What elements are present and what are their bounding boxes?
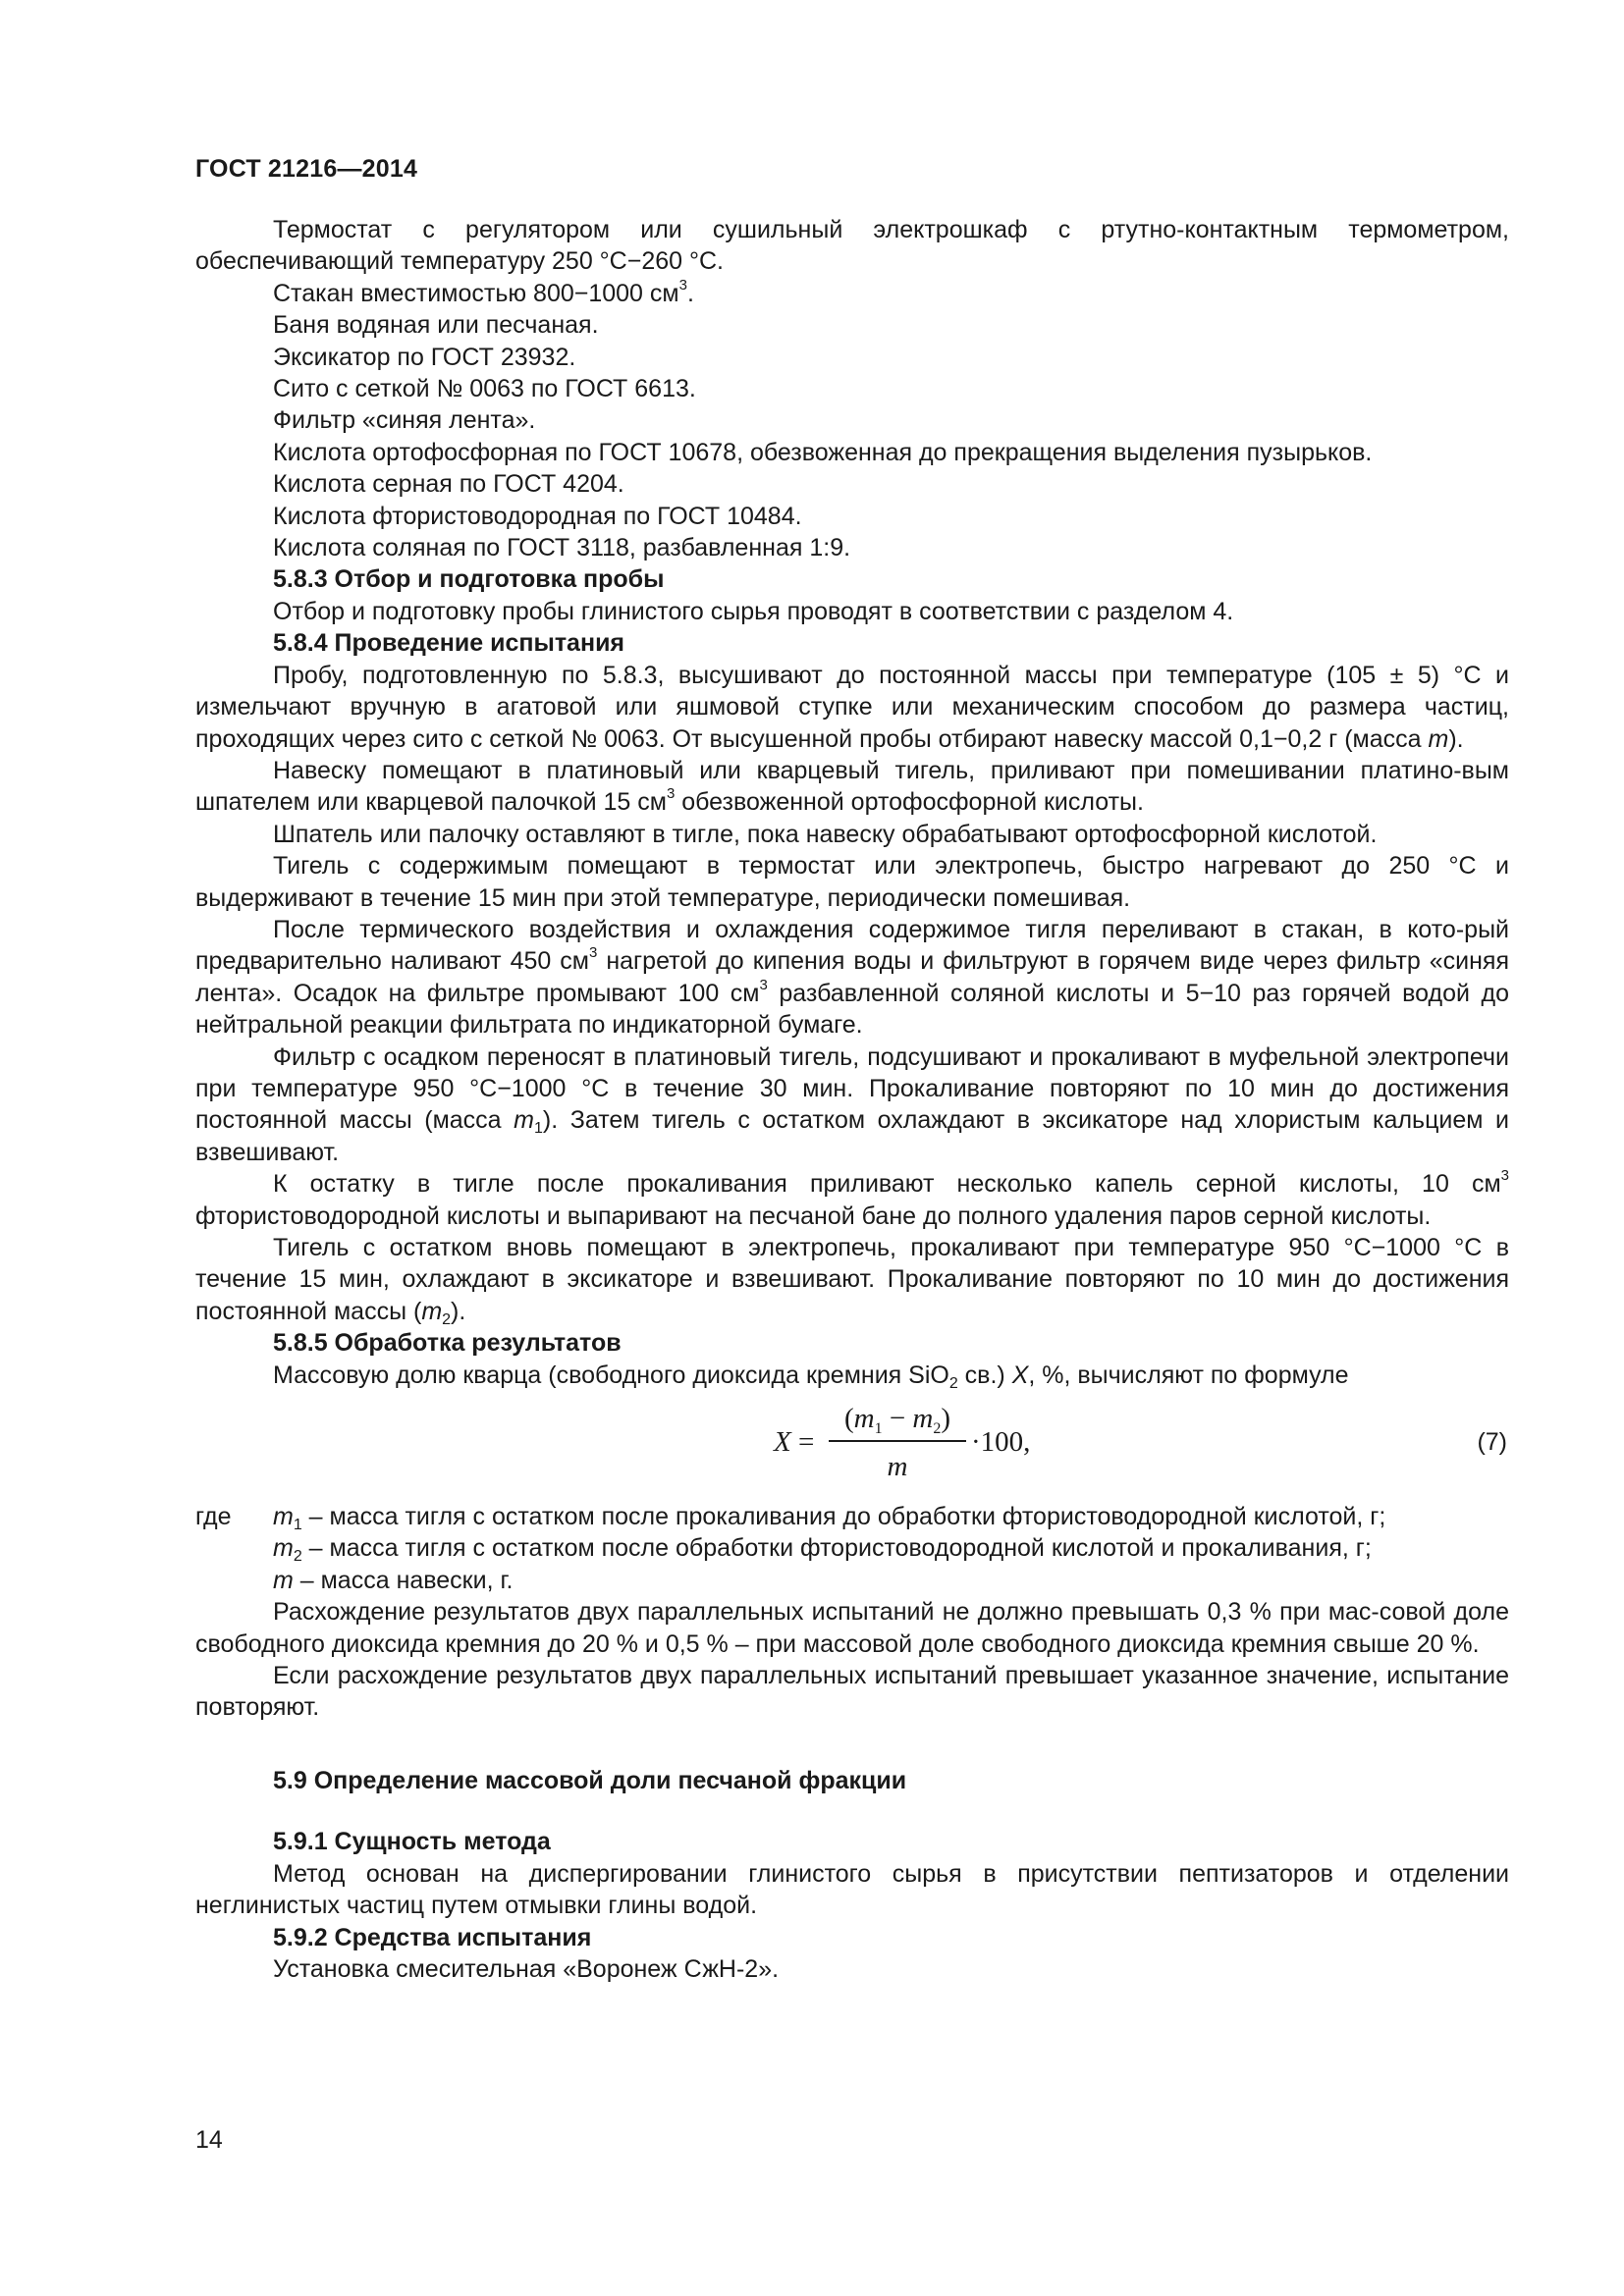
paragraph-mixing-unit: Установка смесительная «Воронеж СжН-2». <box>273 1954 780 1983</box>
paragraph-tolerance: Расхождение результатов двух параллельных испытаний не должно превышать 0,3 % при мас-совой доле свободного диоксида кремния до 20 % и 0,5 % – при массовой доле свободного диоксида кремния свыше 20 %. <box>195 1598 1509 1658</box>
item-bath: Баня водяная или песчаная. <box>273 311 599 340</box>
formula-fraction <box>829 1401 966 1483</box>
item-filter: Фильтр «синяя лента». <box>273 406 536 435</box>
paragraph-repeat: Если расхождение результатов двух параллельных испытаний превышает указанное значение, испытание повторяют. <box>195 1662 1509 1722</box>
paragraph-drying: Пробу, подготовленную по 5.8.3, высушивают до постоянной массы при температуре (105 ± 5) °С и измельчают вручную в агатовой или яшмовой ступке или механическим способом до размера частиц, проходящих через сито с сеткой № 0063. От высушенной пробы отбирают навеску массой 0,1−0,2 г (масса m). <box>195 661 1509 753</box>
definition-m1: $m_1$ – масса тигля с остатком после прокаливания до обработки фтористоводородной кислотой, г; <box>273 1503 1386 1534</box>
paragraph-spatula: Шпатель или палочку оставляют в тигле, пока навеску обрабатывают ортофосфорной кислотой. <box>273 820 1378 848</box>
item-beaker: Стакан вместимостью 800−1000 $см^3$. <box>273 276 694 307</box>
heading-5-8-3: 5.8.3 Отбор и подготовка пробы <box>273 565 665 594</box>
heading-5-9: 5.9 Определение массовой доли песчаной фракции <box>273 1766 907 1794</box>
formula-equals: = <box>798 1426 815 1459</box>
definitions <box>195 1501 1509 1596</box>
item-sulfuric-acid: Кислота серная по ГОСТ 4204. <box>273 470 624 499</box>
standard-header: ГОСТ 21216—2014 <box>195 155 418 183</box>
formula-7 <box>195 1401 1509 1497</box>
formula-numerator: $(m_1 - m_2)$ <box>843 1403 951 1438</box>
heading-5-8-4: 5.8.4 Проведение испытания <box>273 629 625 658</box>
paragraph-formula-intro: Массовую долю кварца (свободного диоксида кремния SiO$_2$ св.) X, %, вычисляют по формуле <box>273 1361 1349 1392</box>
where-label: где <box>195 1503 232 1531</box>
formula-number: (7) <box>1477 1428 1507 1457</box>
fraction-bar <box>829 1440 966 1442</box>
paragraph-hydrofluoric: К остатку в тигле после прокаливания приливают несколько капель серной кислоты, 10 $см^3$ фтористоводородной кислоты и выпаривают на песчаной бане до полного удаления паров серной кислоты. <box>195 1167 1509 1230</box>
formula-multiplier: ·100, <box>971 1426 1031 1459</box>
paragraph-calcination: Фильтр с осадком переносят в платиновый тигель, подсушивают и прокаливают в муфельной электропечи при температуре 950 °С−1000 °С в течение 30 мин. Прокаливание повторяют по 10 мин до достижения постоянной массы (масса $m_1$). Затем тигель с остатком охлаждают в эксикаторе над хлористым кальцием и взвешивают. <box>195 1042 1509 1166</box>
item-hydrofluoric-acid: Кислота фтористоводородная по ГОСТ 10484. <box>273 502 802 530</box>
paragraph-filtering: После термического воздействия и охлаждения содержимое тигля переливают в стакан, в кото-рый предварительно наливают 450 $см^3$ нагретой до кипения воды и фильтруют в горячем виде через фильтр «синяя лента». Осадок на фильтре промывают 100 $см^3$ разбавленной соляной кислоты и 5−10 раз горячей водой до нейтральной реакции фильтрата по индикаторной бумаге. <box>195 915 1509 1040</box>
item-hydrochloric-acid: Кислота соляная по ГОСТ 3118, разбавленная 1:9. <box>273 534 851 562</box>
paragraph-heating: Тигель с содержимым помещают в термостат или электропечь, быстро нагревают до 250 °С и выдерживают в течение 15 мин при этой температуре, периодически помешивая. <box>195 852 1509 912</box>
item-phosphoric-acid: Кислота ортофосфорная по ГОСТ 10678, обезвоженная до прекращения выделения пузырьков. <box>273 438 1373 466</box>
paragraph-crucible: Навеску помещают в платиновый или кварцевый тигель, приливают при помешивании платино-вым шпателем или кварцевой палочкой 15 $см^3$ обезвоженной ортофосфорной кислоты. <box>195 756 1509 817</box>
paragraph-sampling: Отбор и подготовку пробы глинистого сырья проводят в соответствии с разделом 4. <box>273 597 1234 625</box>
heading-5-9-1: 5.9.1 Сущность метода <box>273 1828 551 1856</box>
definition-m2: $m_2$ – масса тигля с остатком после обработки фтористоводородной кислотой и прокаливания, г; <box>273 1534 1372 1566</box>
item-sieve: Сито с сеткой № 0063 по ГОСТ 6613. <box>273 375 696 403</box>
formula-lhs: X <box>774 1426 791 1459</box>
formula-denominator: m <box>887 1451 908 1483</box>
paragraph-thermostat: Термостат с регулятором или сушильный электрошкаф с ртутно-контактным термометром, обеспечивающий температуру 250 °С−260 °С. <box>195 216 1509 276</box>
definition-m: m – масса навески, г. <box>273 1566 514 1594</box>
item-desiccator: Эксикатор по ГОСТ 23932. <box>273 343 576 371</box>
heading-5-8-5: 5.8.5 Обработка результатов <box>273 1329 622 1358</box>
heading-5-9-2: 5.9.2 Средства испытания <box>273 1923 592 1951</box>
paragraph-reheating: Тигель с остатком вновь помещают в электропечь, прокаливают при температуре 950 °С−1000 °С в течение 15 мин, охлаждают в эксикаторе и взвешивают. Прокаливание повторяют по 10 мин до достижения постоянной массы $(m_2)$. <box>195 1234 1509 1328</box>
page-content <box>195 214 1509 1985</box>
page-number: 14 <box>195 2126 223 2154</box>
paragraph-method-essence: Метод основан на диспергировании глинистого сырья в присутствии пептизаторов и отделении неглинистых частиц путем отмывки глины водой. <box>195 1859 1509 1920</box>
